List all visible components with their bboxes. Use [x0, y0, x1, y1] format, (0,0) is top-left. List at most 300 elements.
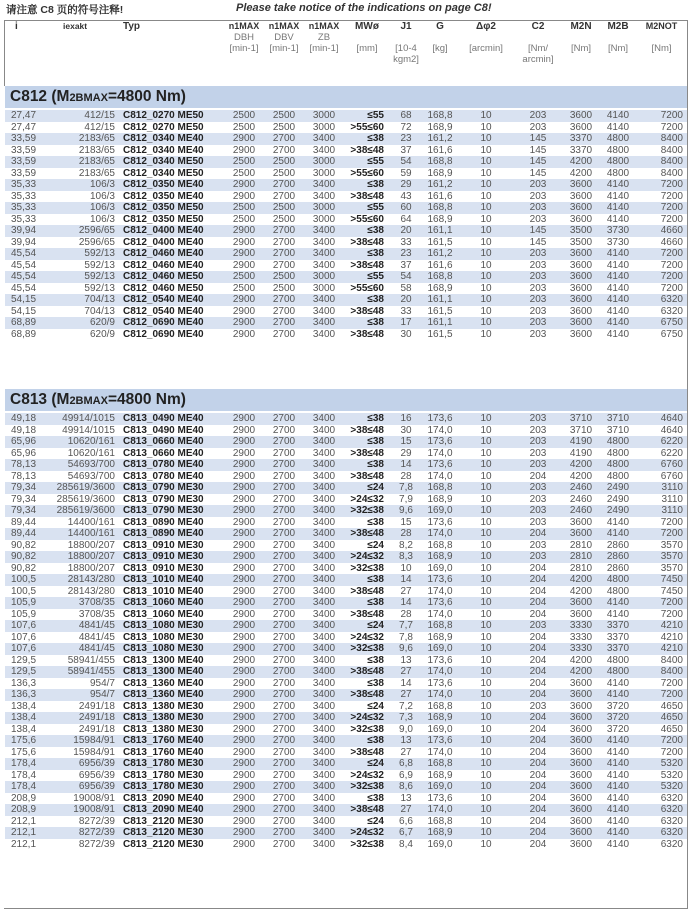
cell-g: 168,9: [427, 167, 453, 179]
cell-n1-dbv: 2700: [264, 781, 304, 793]
cell-m2not: 3570: [660, 539, 683, 551]
cell-i: 208,9: [11, 792, 37, 804]
cell-iexakt: 954/7: [89, 677, 115, 689]
cell-c2: 203: [529, 447, 547, 459]
cell-iexakt: 106/3: [49, 179, 119, 191]
cell-j1: 54: [390, 271, 422, 283]
cell-m2n: 3600: [569, 190, 593, 202]
cell-c2: 145: [514, 225, 562, 237]
cell-iexakt: 18800/207: [49, 551, 119, 563]
cell-mw: ≤38: [367, 792, 384, 804]
cell-g: 168,9: [427, 769, 453, 781]
cell-iexakt: 704/13: [84, 305, 115, 317]
cell-n1-dbh: 2900: [232, 608, 256, 620]
cell-mw: ≤55: [344, 202, 390, 214]
cell-n1-dbh: 2900: [224, 317, 264, 329]
cell-typ: C813_0890 ME40: [123, 516, 204, 528]
cell-i: 65,96: [11, 447, 37, 459]
header-mw-unit: [mm]: [356, 43, 378, 54]
cell-m2b: 4140: [606, 746, 630, 758]
cell-j1: 54: [390, 156, 422, 168]
cell-n1-dbv: 2700: [264, 804, 304, 816]
cell-n1-dbh: 2900: [224, 666, 264, 678]
cell-dphi: 10: [458, 156, 514, 168]
cell-n1-zb: 3000: [304, 110, 344, 122]
cell-iexakt: 15984/91: [49, 735, 119, 747]
cell-m2b: 4140: [606, 792, 630, 804]
cell-m2b: 4800: [600, 459, 636, 471]
cell-n1-dbh: 2900: [232, 424, 256, 436]
cell-n1-dbv: 2700: [264, 413, 304, 425]
section-header-c813: [5, 389, 687, 411]
cell-dphi: 10: [480, 282, 492, 294]
section-title-main: C813 (M: [10, 391, 70, 408]
cell-n1-dbh: 2900: [224, 735, 264, 747]
cell-c2: 203: [514, 202, 562, 214]
cell-n1-dbv: 2500: [264, 110, 304, 122]
header-m2not-unit: [Nm]: [651, 43, 672, 54]
cell-m2not: 7200: [660, 259, 683, 271]
cell-n1-zb: 3000: [304, 202, 344, 214]
table-row: [5, 781, 687, 793]
cell-mw: ≤38: [344, 413, 390, 425]
header-n1-dbv-name: n1MAX: [268, 21, 300, 31]
header-j1: [390, 21, 422, 65]
table-row: [5, 225, 687, 237]
cell-typ: C812_0350 ME50: [119, 202, 224, 214]
cell-i: 129,5: [11, 654, 37, 666]
table-row: [5, 701, 687, 713]
cell-dphi: 10: [458, 294, 514, 306]
cell-i: 107,6: [5, 620, 49, 632]
cell-i: 35,33: [11, 190, 37, 202]
cell-c2: 204: [514, 758, 562, 770]
header-m2not-name: M2NOT: [645, 21, 678, 31]
cell-m2b: 4140: [600, 827, 636, 839]
cell-i: 90,82: [11, 539, 37, 551]
cell-c2: 204: [514, 666, 562, 678]
cell-mw: >55≤60: [350, 282, 384, 294]
cell-m2n: 3600: [562, 712, 600, 724]
cell-m2b: 4140: [606, 769, 630, 781]
table-row: [5, 620, 687, 632]
cell-g: 173,6: [422, 574, 458, 586]
cell-n1-dbh: 2900: [224, 712, 264, 724]
cell-m2b: 4140: [600, 317, 636, 329]
cell-mw: ≤55: [344, 156, 390, 168]
cell-typ: C812_0460 ME40: [119, 248, 224, 260]
cell-m2n: 2810: [569, 562, 593, 574]
cell-n1-zb: 3400: [312, 190, 336, 202]
cell-m2n: 3600: [562, 781, 600, 793]
table-row: [5, 758, 687, 770]
cell-g: 169,0: [427, 562, 453, 574]
cell-typ: C813_2120 ME30: [119, 827, 224, 839]
cell-g: 173,6: [422, 597, 458, 609]
cell-c2: 145: [529, 167, 547, 179]
cell-m2b: 4140: [600, 781, 636, 793]
cell-mw: ≤38: [344, 248, 390, 260]
cell-j1: 28: [390, 528, 422, 540]
cell-iexakt: 54693/700: [67, 470, 115, 482]
cell-j1: 27: [390, 666, 422, 678]
cell-i: 78,13: [11, 470, 37, 482]
cell-n1-zb: 3000: [312, 282, 336, 294]
cell-dphi: 10: [458, 436, 514, 448]
cell-c2: 204: [529, 769, 547, 781]
cell-typ: C813_2120 ME30: [123, 815, 204, 827]
cell-m2b: 4140: [600, 110, 636, 122]
header-n1-zb-name: n1MAX: [308, 21, 340, 31]
cell-mw: >32≤38: [350, 562, 384, 574]
cell-iexakt: 620/9: [89, 328, 115, 340]
cell-j1: 27: [400, 585, 412, 597]
cell-n1-dbv: 2700: [272, 585, 296, 597]
cell-n1-dbh: 2500: [224, 271, 264, 283]
cell-j1: 9,0: [399, 723, 413, 735]
header-dphi-unit: [arcmin]: [469, 43, 503, 54]
section-title-main: C812 (M: [10, 88, 70, 105]
table-row: [5, 816, 687, 828]
cell-n1-zb: 3400: [312, 700, 336, 712]
cell-m2b: 2490: [600, 482, 636, 494]
cell-n1-dbv: 2700: [272, 424, 296, 436]
section-title-end: =4800 Nm): [107, 88, 186, 105]
cell-m2not: 8400: [660, 654, 683, 666]
cell-c2: 204: [514, 804, 562, 816]
cell-i: 27,47: [5, 110, 49, 122]
cell-dphi: 10: [458, 482, 514, 494]
cell-mw: ≤38: [367, 654, 384, 666]
cell-n1-dbv: 2700: [264, 827, 304, 839]
cell-j1: 29: [390, 179, 422, 191]
cell-n1-dbh: 2900: [224, 179, 264, 191]
cell-dphi: 10: [480, 585, 492, 597]
table-row: [5, 436, 687, 448]
cell-g: 168,8: [427, 700, 453, 712]
header-g-name: G: [436, 21, 444, 32]
cell-g: 168,9: [427, 121, 453, 133]
header-i-label: i: [15, 21, 18, 32]
cell-n1-zb: 3400: [312, 493, 336, 505]
section-header-c812: [5, 86, 687, 108]
cell-m2n: 3330: [569, 631, 593, 643]
cell-j1: 6,6: [399, 815, 413, 827]
cell-c2: 203: [529, 539, 547, 551]
cell-mw: >24≤32: [350, 631, 384, 643]
cell-g: 174,0: [422, 689, 458, 701]
cell-dphi: 10: [480, 121, 492, 133]
cell-n1-dbv: 2500: [264, 271, 304, 283]
cell-dphi: 10: [458, 597, 514, 609]
cell-g: 173,6: [422, 413, 458, 425]
cell-c2: 204: [529, 654, 547, 666]
cell-j1: 7,9: [399, 493, 413, 505]
cell-m2n: 3600: [562, 827, 600, 839]
cell-typ: C812_0340 ME50: [123, 167, 204, 179]
table-row: [5, 586, 687, 598]
cell-c2: 145: [514, 156, 562, 168]
cell-mw: >38≤48: [350, 305, 384, 317]
table-row: [5, 505, 687, 517]
table-row: [5, 425, 687, 437]
table-row: [5, 191, 687, 203]
cell-iexakt: 28143/280: [67, 585, 115, 597]
cell-mw: >38≤48: [344, 528, 390, 540]
cell-typ: C812_0400 ME40: [119, 225, 224, 237]
cell-iexakt: 4841/45: [49, 620, 119, 632]
cell-m2not: 8400: [636, 133, 687, 145]
cell-iexakt: 49914/1015: [49, 413, 119, 425]
cell-i: 33,59: [5, 156, 49, 168]
cell-i: 136,3: [5, 689, 49, 701]
cell-n1-dbv: 2700: [272, 815, 296, 827]
cell-mw: >32≤38: [344, 643, 390, 655]
cell-typ: C813_0790 ME30: [119, 505, 224, 517]
cell-j1: 8,3: [390, 551, 422, 563]
cell-n1-zb: 3400: [312, 815, 336, 827]
cell-dphi: 10: [480, 700, 492, 712]
cell-c2: 145: [529, 144, 547, 156]
cell-m2b: 4140: [600, 597, 636, 609]
cell-n1-dbh: 2900: [232, 815, 256, 827]
cell-n1-dbh: 2900: [232, 838, 256, 850]
cell-typ: C812_0340 ME40: [123, 144, 204, 156]
cell-m2b: 4140: [600, 735, 636, 747]
cell-n1-zb: 3400: [312, 539, 336, 551]
cell-n1-zb: 3400: [304, 459, 344, 471]
table-row: [5, 551, 687, 563]
cell-m2n: 3600: [562, 758, 600, 770]
cell-c2: 145: [514, 133, 562, 145]
cell-dphi: 10: [480, 424, 492, 436]
cell-n1-zb: 3400: [304, 413, 344, 425]
cell-m2not: 6220: [636, 436, 687, 448]
cell-mw: >24≤32: [350, 769, 384, 781]
header-m2n-unit: [Nm]: [570, 43, 592, 54]
cell-n1-dbv: 2700: [272, 328, 296, 340]
cell-mw: ≤38: [344, 294, 390, 306]
cell-m2not: 6760: [660, 470, 683, 482]
cell-j1: 27: [390, 804, 422, 816]
cell-g: 173,6: [422, 436, 458, 448]
cell-n1-dbv: 2700: [272, 769, 296, 781]
cell-g: 168,9: [422, 551, 458, 563]
header-iexakt-label: iexakt: [63, 21, 88, 31]
cell-m2not: 7200: [660, 282, 683, 294]
cell-n1-dbv: 2700: [264, 689, 304, 701]
cell-n1-dbv: 2700: [264, 528, 304, 540]
cell-m2b: 2860: [600, 551, 636, 563]
cell-j1: 8,2: [399, 539, 413, 551]
cell-g: 168,9: [427, 282, 453, 294]
cell-m2not: 4660: [660, 236, 683, 248]
cell-i: 175,6: [11, 746, 37, 758]
cell-typ: C813_0660 ME40: [119, 436, 224, 448]
cell-mw: >24≤32: [350, 493, 384, 505]
cell-iexakt: 19008/91: [49, 804, 119, 816]
cell-n1-zb: 3400: [312, 236, 336, 248]
cell-typ: C813_1780 ME30: [119, 758, 224, 770]
cell-n1-dbv: 2700: [264, 482, 304, 494]
cell-n1-zb: 3400: [312, 447, 336, 459]
header-n1-zb: [304, 21, 344, 65]
cell-n1-dbh: 2900: [224, 827, 264, 839]
cell-c2: 204: [514, 827, 562, 839]
cell-mw: >32≤38: [350, 838, 384, 850]
cell-j1: 15: [390, 436, 422, 448]
cell-iexakt: 58941/455: [49, 666, 119, 678]
cell-j1: 8,6: [390, 781, 422, 793]
header-mw: [344, 21, 390, 65]
cell-m2b: 4140: [606, 213, 630, 225]
cell-c2: 203: [529, 700, 547, 712]
cell-m2n: 4200: [569, 654, 593, 666]
cell-c2: 203: [514, 436, 562, 448]
table-row: [5, 202, 687, 214]
cell-n1-dbh: 2500: [224, 202, 264, 214]
cell-m2not: 4640: [636, 413, 687, 425]
cell-mw: >38≤48: [350, 328, 384, 340]
cell-iexakt: 58941/455: [67, 654, 115, 666]
cell-n1-zb: 3400: [312, 562, 336, 574]
cell-m2not: 7200: [636, 528, 687, 540]
table-row: [5, 168, 687, 180]
cell-n1-dbh: 2900: [232, 516, 256, 528]
cell-n1-dbh: 2900: [224, 551, 264, 563]
cell-dphi: 10: [480, 516, 492, 528]
cell-dphi: 10: [458, 827, 514, 839]
cell-mw: ≤55: [344, 271, 390, 283]
table-row: [5, 110, 687, 122]
cell-mw: >38≤48: [344, 804, 390, 816]
cell-m2b: 4800: [606, 470, 630, 482]
cell-mw: ≤24: [344, 758, 390, 770]
cell-typ: C812_0540 ME40: [119, 294, 224, 306]
cell-n1-dbv: 2700: [272, 723, 296, 735]
cell-m2b: 4140: [606, 121, 630, 133]
cell-c2: 204: [529, 792, 547, 804]
cell-n1-dbv: 2700: [264, 666, 304, 678]
cell-c2: 203: [514, 294, 562, 306]
cell-n1-zb: 3400: [304, 735, 344, 747]
cell-n1-dbh: 2900: [224, 758, 264, 770]
cell-n1-dbv: 2700: [264, 643, 304, 655]
cell-i: 35,33: [5, 179, 49, 191]
cell-n1-dbv: 2700: [264, 294, 304, 306]
cell-mw: >24≤32: [344, 551, 390, 563]
cell-g: 174,0: [422, 804, 458, 816]
cell-typ: C813_1060 ME40: [119, 597, 224, 609]
cell-m2not: 3570: [636, 551, 687, 563]
cell-m2n: 3600: [569, 723, 593, 735]
cell-g: 169,0: [422, 781, 458, 793]
cell-n1-zb: 3400: [304, 179, 344, 191]
cell-g: 169,0: [427, 838, 453, 850]
cell-m2not: 8400: [636, 156, 687, 168]
cell-m2b: 4140: [600, 248, 636, 260]
cell-n1-dbh: 2900: [224, 781, 264, 793]
cell-iexakt: 4841/45: [78, 631, 115, 643]
table-row: [5, 133, 687, 145]
cell-i: 138,4: [5, 712, 49, 724]
cell-j1: 37: [400, 259, 412, 271]
cell-dphi: 10: [480, 746, 492, 758]
table-row: [5, 643, 687, 655]
table-row: [5, 770, 687, 782]
cell-j1: 13: [390, 735, 422, 747]
table-row: [5, 413, 687, 425]
cell-dphi: 10: [480, 213, 492, 225]
cell-j1: 23: [390, 248, 422, 260]
section-title-end: =4800 Nm): [107, 391, 186, 408]
cell-i: 100,5: [5, 574, 49, 586]
cell-n1-dbh: 2900: [232, 723, 256, 735]
cell-typ: C812_0690 ME40: [119, 317, 224, 329]
cell-iexakt: 2596/65: [49, 225, 119, 237]
table-row: [5, 271, 687, 283]
cell-n1-zb: 3400: [312, 470, 336, 482]
cell-m2b: 3730: [600, 225, 636, 237]
cell-c2: 204: [529, 815, 547, 827]
cell-iexakt: 704/13: [49, 294, 119, 306]
cell-m2not: 4650: [636, 712, 687, 724]
cell-n1-dbh: 2900: [232, 305, 256, 317]
cell-typ: C812_0460 ME40: [123, 259, 204, 271]
cell-i: 175,6: [5, 735, 49, 747]
cell-n1-dbh: 2900: [232, 259, 256, 271]
cell-dphi: 10: [480, 608, 492, 620]
cell-m2b: 4140: [600, 689, 636, 701]
cell-i: 54,15: [11, 305, 37, 317]
cell-i: 212,1: [11, 838, 37, 850]
cell-iexakt: 49914/1015: [62, 424, 115, 436]
cell-n1-zb: 3400: [312, 305, 336, 317]
cell-dphi: 10: [458, 804, 514, 816]
cell-j1: 6,7: [390, 827, 422, 839]
cell-m2not: 4650: [660, 700, 683, 712]
cell-iexakt: 8272/39: [78, 838, 115, 850]
cell-c2: 204: [514, 781, 562, 793]
cell-dphi: 10: [458, 574, 514, 586]
cell-n1-dbh: 2500: [232, 213, 256, 225]
cell-mw: ≤38: [367, 516, 384, 528]
cell-j1: 13: [400, 792, 412, 804]
cell-m2not: 7200: [636, 179, 687, 191]
table-row: [5, 597, 687, 609]
cell-mw: >24≤32: [344, 712, 390, 724]
cell-typ: C812_0350 ME40: [123, 190, 204, 202]
section-title-sub: 2BMAX: [69, 395, 108, 407]
cell-typ: C812_0350 ME40: [119, 179, 224, 191]
cell-m2not: 7200: [636, 202, 687, 214]
cell-iexakt: 620/9: [49, 317, 119, 329]
cell-typ: C813_0490 ME40: [119, 413, 224, 425]
cell-iexakt: 6956/39: [78, 769, 115, 781]
cell-iexakt: 18800/207: [67, 539, 115, 551]
cell-iexakt: 14400/161: [67, 516, 115, 528]
cell-dphi: 10: [458, 735, 514, 747]
table-row: [5, 294, 687, 306]
cell-mw: >38≤48: [350, 144, 384, 156]
cell-j1: 14: [390, 574, 422, 586]
cell-mw: ≤38: [344, 133, 390, 145]
cell-iexakt: 6956/39: [49, 781, 119, 793]
cell-g: 169,0: [422, 505, 458, 517]
table-row: [5, 260, 687, 272]
cell-n1-dbv: 2700: [272, 746, 296, 758]
cell-m2not: 7450: [660, 585, 683, 597]
